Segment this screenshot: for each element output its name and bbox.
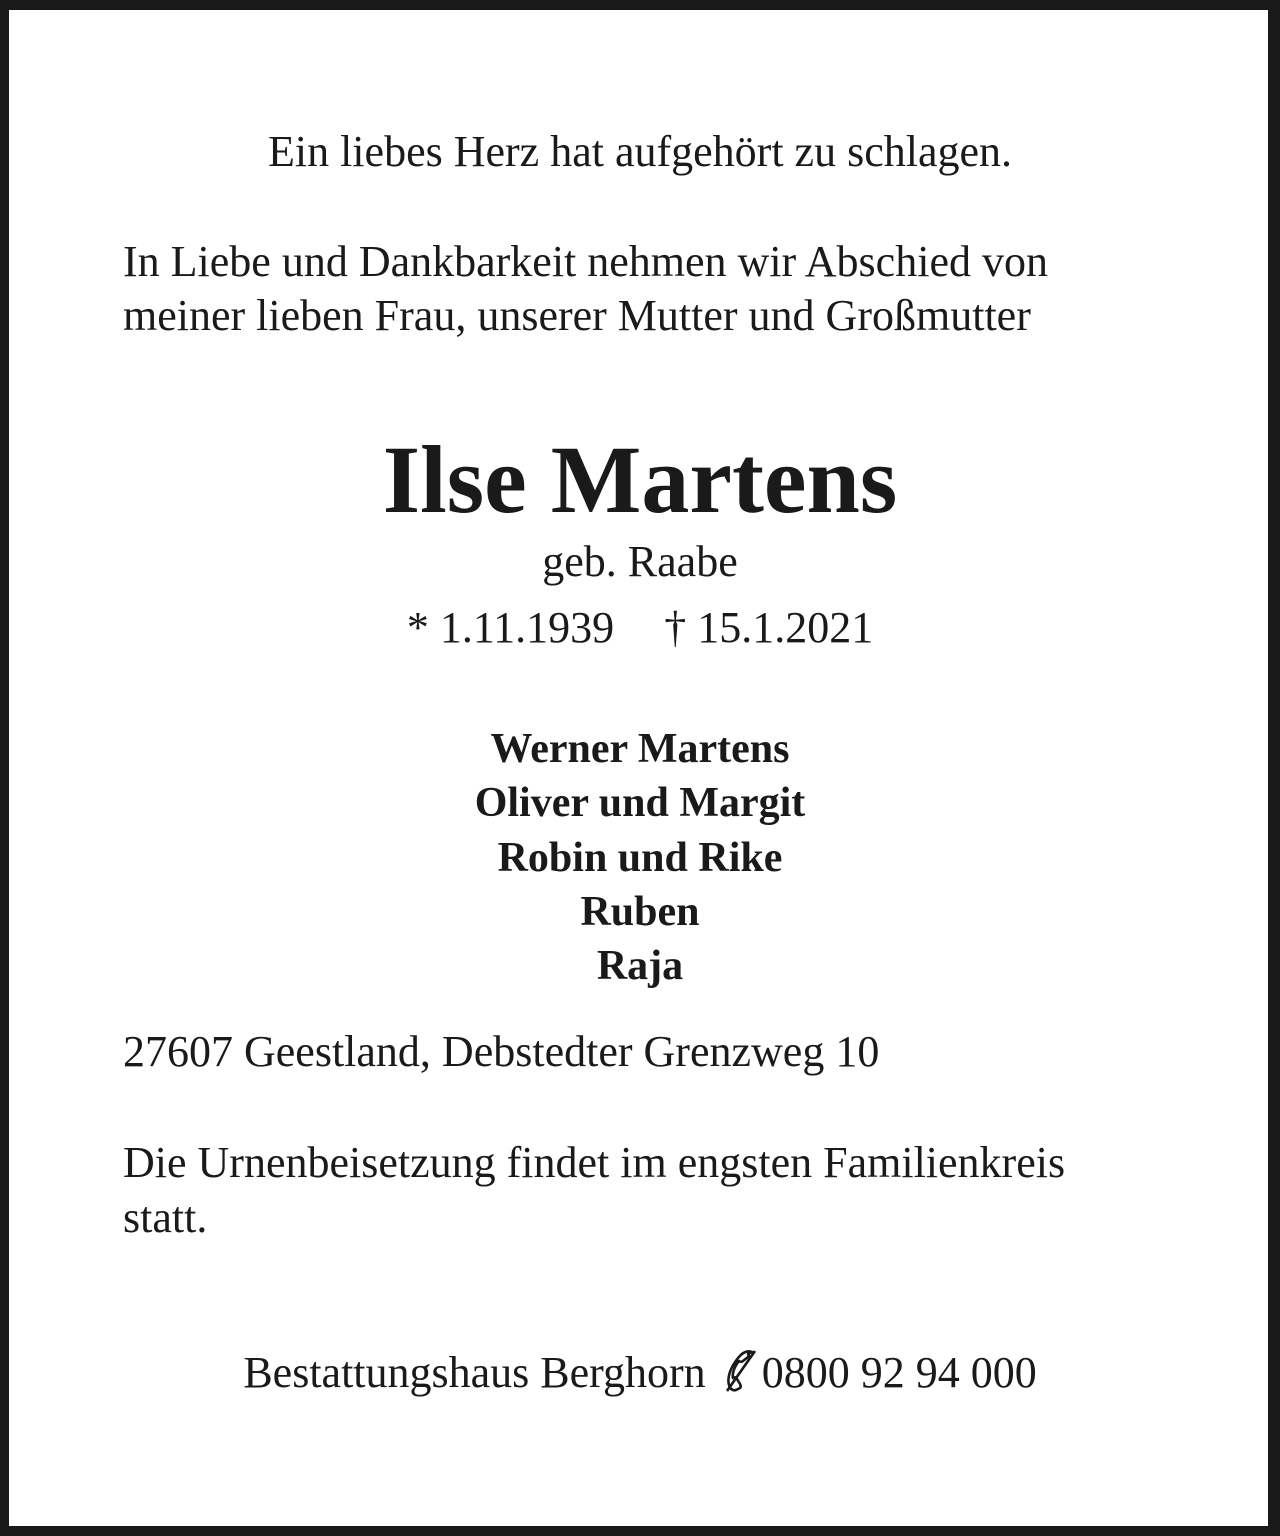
mourner-name: Raja [596,943,684,989]
mourner-name: Werner Martens [490,726,790,772]
mourner-name: Oliver und Margit [474,780,806,826]
phone-handset-icon [722,1349,760,1393]
maiden-name: geb. Raabe [542,537,738,586]
birth-date: * 1.11.1939 [406,603,615,652]
farewell-line-1: In Liebe und Dankbarkeit nehmen wir Abschied von [123,237,1048,286]
burial-notice-line-2: statt. [123,1193,208,1242]
undertaker-name: Bestattungshaus Berghorn [243,1348,706,1397]
mourner-name: Robin und Rike [497,835,783,881]
burial-notice-line-1: Die Urnenbeisetzung findet im engsten Familienkreis [123,1138,1066,1187]
undertaker-line [0,1349,1280,1395]
mourner-name: Ruben [580,889,700,935]
deceased-name: Ilse Martens [382,426,898,533]
life-dates [0,603,1280,652]
farewell-line-2: meiner lieben Frau, unserer Mutter und Großmutter [123,291,1031,340]
intro-line: Ein liebes Herz hat aufgehört zu schlagen. [267,127,1013,176]
death-date: † 15.1.2021 [664,603,874,652]
undertaker-phone: 0800 92 94 000 [761,1348,1037,1397]
family-address: 27607 Geestland, Debstedter Grenzweg 10 [123,1027,880,1076]
